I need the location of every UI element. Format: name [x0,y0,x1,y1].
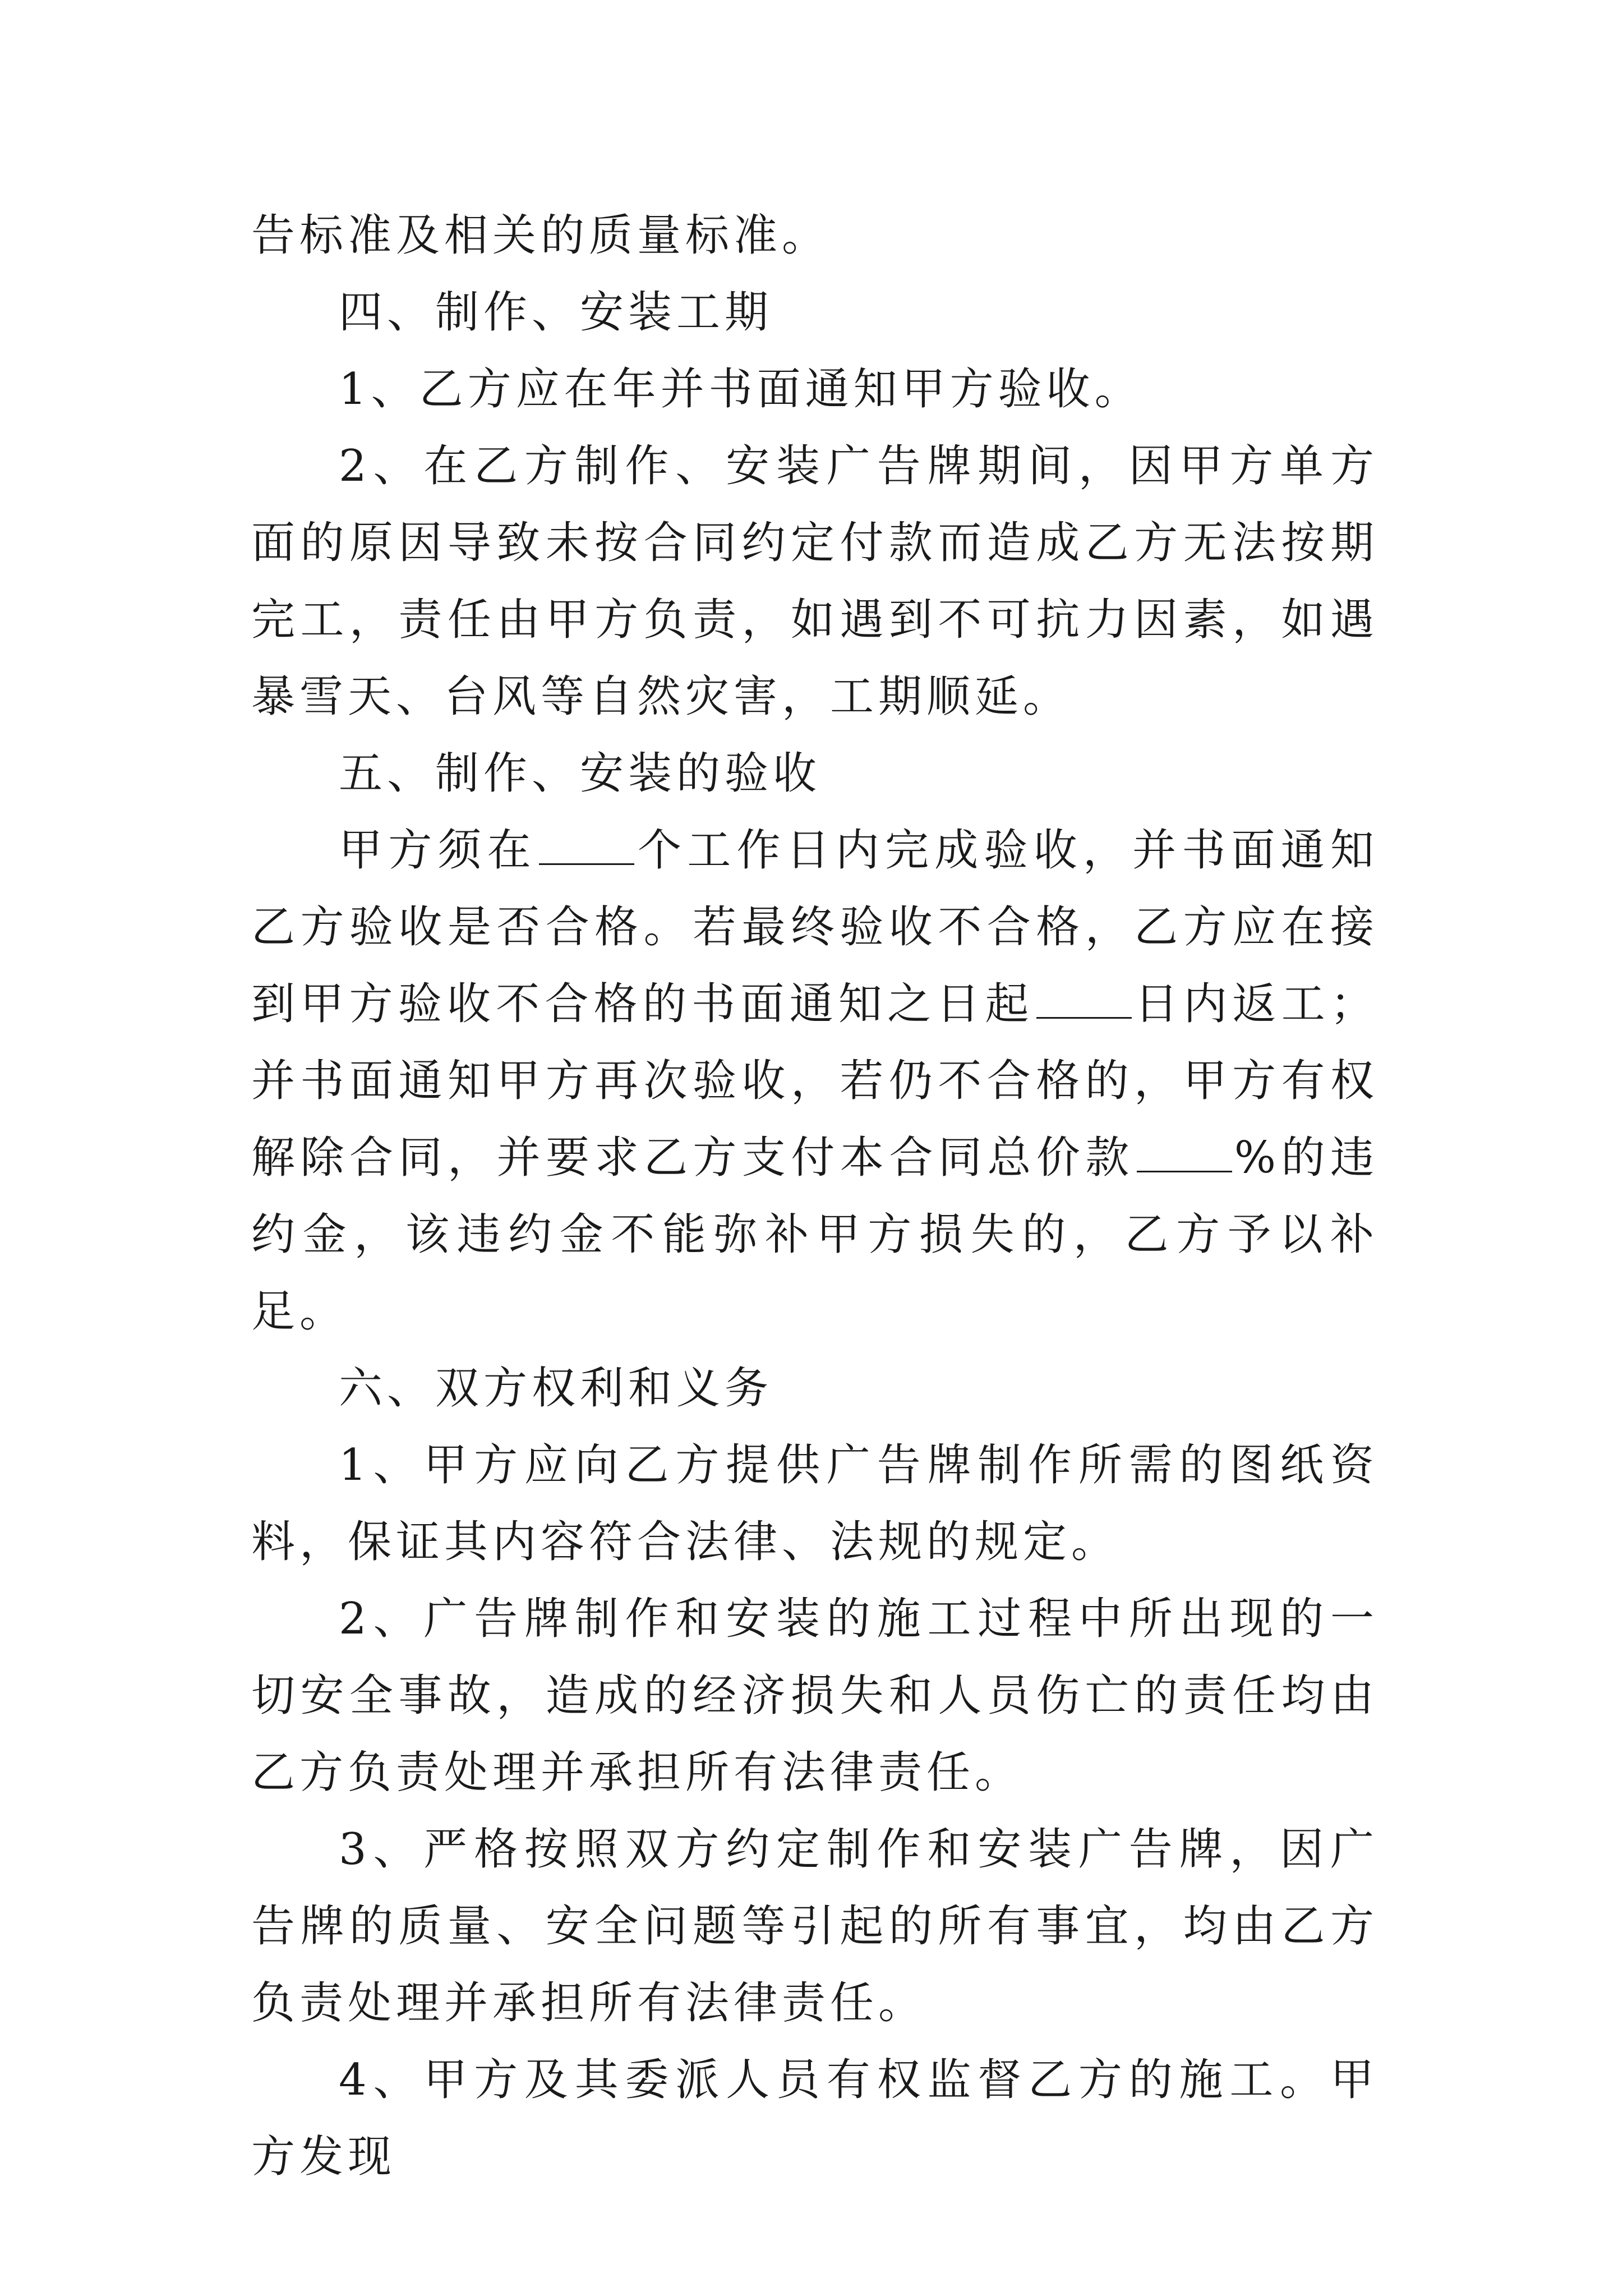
blank-line-days-rework [1036,983,1132,1019]
paragraph-6-4: 4、甲方及其委派人员有权监督乙方的施工。甲方发现 [251,2055,1378,2182]
paragraph-5 [251,812,1378,1350]
document-body [251,197,1378,2196]
paragraph-6-1: 1、甲方应向乙方提供广告牌制作所需的图纸资料，保证其内容符合法律、法规的规定。 [251,1440,1378,1567]
paragraph-4-2: 2、在乙方制作、安装广告牌期间，因甲方单方面的原因导致未按合同约定付款而造成乙方无法按期完工，责任由甲方负责，如遇到不可抗力因素，如遇暴雪天、台风等自然灾害，工期顺延。 [251,441,1378,722]
paragraph-4-1: 1、乙方应在年并书面通知甲方验收。 [339,364,1143,415]
paragraph-5-part-b: 个工作日内完成验收，并书面通知乙方验收是否合格。若最终验收不合格，乙方应在接到甲方验收不合格的书面通知之日起 [251,825,1378,1029]
paragraph-continuation: 告标准及相关的质量标准。 [251,210,831,261]
section-heading-4: 四、制作、安装工期 [339,287,773,338]
section-heading-6: 六、双方权利和义务 [339,1363,773,1414]
section-heading-5: 五、制作、安装的验收 [339,748,822,799]
paragraph-5-part-d: %的违约金，该违约金不能弥补甲方损失的，乙方予以补足。 [251,1133,1378,1337]
paragraph-6-2: 2、广告牌制作和安装的施工过程中所出现的一切安全事故，造成的经济损失和人员伤亡的责任均由乙方负责处理并承担所有法律责任。 [251,1594,1378,1798]
blank-line-penalty-percent [1137,1137,1232,1172]
paragraph-6-3: 3、严格按照双方约定制作和安装广告牌，因广告牌的质量、安全问题等引起的所有事宜，均由乙方负责处理并承担所有法律责任。 [251,1824,1378,2028]
paragraph-5-part-c: 日内返工；并书面通知甲方再次验收，若仍不合格的，甲方有权解除合同，并要求乙方支付本合同总价款 [251,979,1378,1183]
blank-line-days-inspection [539,830,634,865]
paragraph-5-part-a: 甲方须在 [339,825,537,876]
